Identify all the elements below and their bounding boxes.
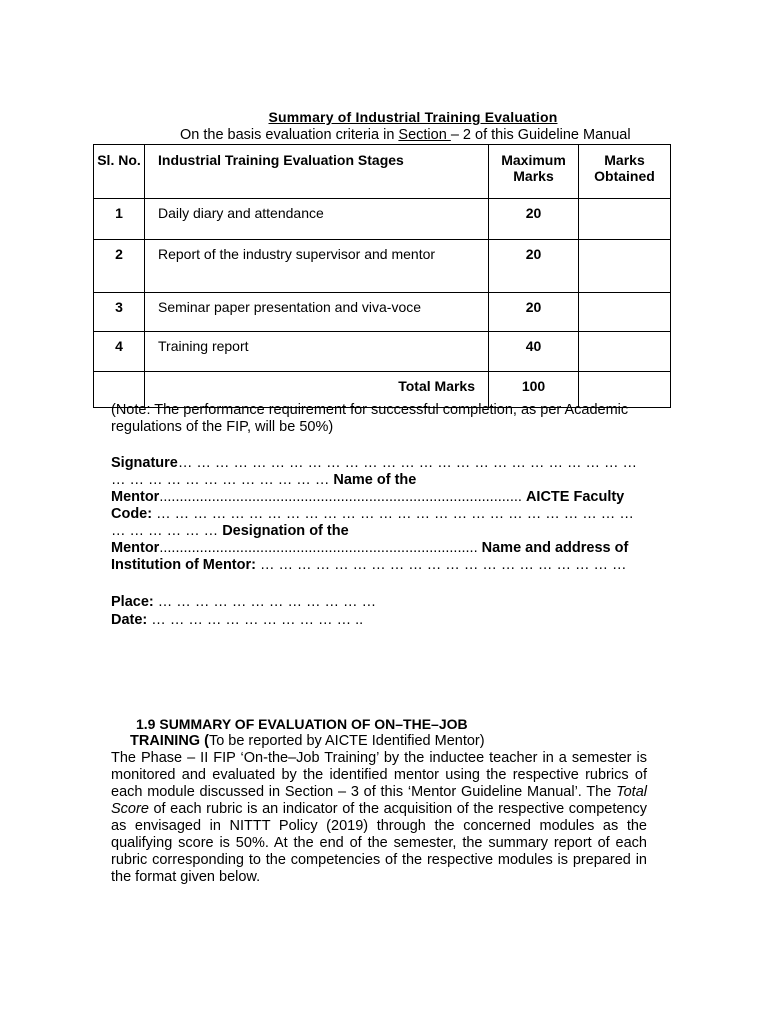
row-number: 2: [94, 240, 145, 293]
signature-dots[interactable]: … … … … … … … … … … … … … … … … … … … … … … … … … … … … … … … … … … … … …: [111, 455, 638, 488]
row-max-marks: 20: [489, 293, 579, 332]
mentor-name-label: Name of the Mentor: [111, 472, 417, 505]
table-row: [94, 199, 671, 240]
row-stage: Seminar paper presentation and viva-voce: [145, 293, 489, 332]
place-dots[interactable]: … … … … … … … … … … … …: [157, 594, 377, 610]
row-stage: Daily diary and attendance: [145, 199, 489, 240]
section-subheading: [130, 733, 485, 749]
signature-block: [111, 455, 651, 574]
date-dots[interactable]: … … … … … … … … … … … ..: [151, 611, 364, 628]
place-line: [111, 594, 376, 612]
date-label: Date:: [111, 611, 148, 628]
header-stages: Industrial Training Evaluation Stages: [145, 145, 489, 199]
designation-dots[interactable]: ...............................................................................: [159, 540, 478, 556]
mentor-name-dots[interactable]: ..........................................................................................: [159, 489, 522, 505]
institution-address-dots[interactable]: … … … … … … … … … … … … … … … … … … … …: [260, 557, 627, 573]
row-number: 3: [94, 293, 145, 332]
row-max-marks: 40: [489, 332, 579, 372]
row-stage: Report of the industry supervisor and mentor: [145, 240, 489, 293]
total-marks-label: Total Marks: [145, 372, 489, 408]
paragraph-part-2: of each rubric is an indicator of the acquisition of the respective competency as envisaged in NITTT Policy (2019) through the concerned modules as the qualifying score is 50%. At the end of the semester, the summary report of each rubric corresponding to the competencies of the respective modules is prepared in the format given below.: [111, 801, 647, 885]
table-row: [94, 293, 671, 332]
table-row: [94, 332, 671, 372]
row-marks-obtained[interactable]: [579, 293, 671, 332]
date-line: [111, 612, 376, 630]
section-heading: 1.9 SUMMARY OF EVALUATION OF ON–THE–JOB: [136, 716, 468, 732]
section-link: Section: [398, 127, 451, 143]
faculty-code-dots[interactable]: … … … … … … … … … … … … … … … … … … … … … … … … … … … … … … … …: [111, 506, 634, 539]
evaluation-table: [93, 144, 671, 408]
signature-label: Signature: [111, 455, 178, 471]
performance-note: (Note: The performance requirement for successful completion, as per Academic regulations of the FIP, will be 50%): [111, 402, 629, 435]
row-marks-obtained[interactable]: [579, 199, 671, 240]
evaluation-criteria-line: [180, 127, 631, 143]
section-subheading-bold: TRAINING (: [130, 733, 209, 749]
header-max-marks: Maximum Marks: [489, 145, 579, 199]
row-max-marks: 20: [489, 199, 579, 240]
row-marks-obtained[interactable]: [579, 240, 671, 293]
faculty-code-label: AICTE Faculty Code:: [111, 489, 625, 522]
row-stage: Training report: [145, 332, 489, 372]
criteria-text-after: – 2 of this Guideline Manual: [450, 127, 631, 143]
paragraph-italic-term: Total Score: [111, 784, 647, 817]
section-subheading-rest: To be reported by AICTE Identified Mentor): [208, 733, 485, 749]
row-number: 1: [94, 199, 145, 240]
criteria-text-before: On the basis evaluation criteria in: [180, 127, 399, 143]
document-title: Summary of Industrial Training Evaluation: [268, 109, 558, 125]
row-marks-obtained[interactable]: [579, 332, 671, 372]
total-marks-value: 100: [489, 372, 579, 408]
header-sl-no: Sl. No.: [94, 145, 145, 199]
institution-address-label: Name and address of Institution of Mentor:: [111, 540, 629, 573]
designation-label: Designation of the Mentor: [111, 523, 349, 556]
paragraph-part-1: The Phase – II FIP ‘On-the–Job Training’ by the inductee teacher in a semester is monitored and evaluated by the identified mentor using the respective rubrics of each module discussed in Section – 3 of this ‘Mentor Guideline Manual’. The: [111, 750, 647, 800]
row-max-marks: 20: [489, 240, 579, 293]
place-date-block: [111, 594, 376, 629]
table-header-row: [94, 145, 671, 199]
table-row: [94, 240, 671, 293]
header-marks-obtained: Marks Obtained: [579, 145, 671, 199]
row-number: 4: [94, 332, 145, 372]
place-label: Place:: [111, 594, 154, 610]
section-paragraph: [111, 750, 647, 886]
